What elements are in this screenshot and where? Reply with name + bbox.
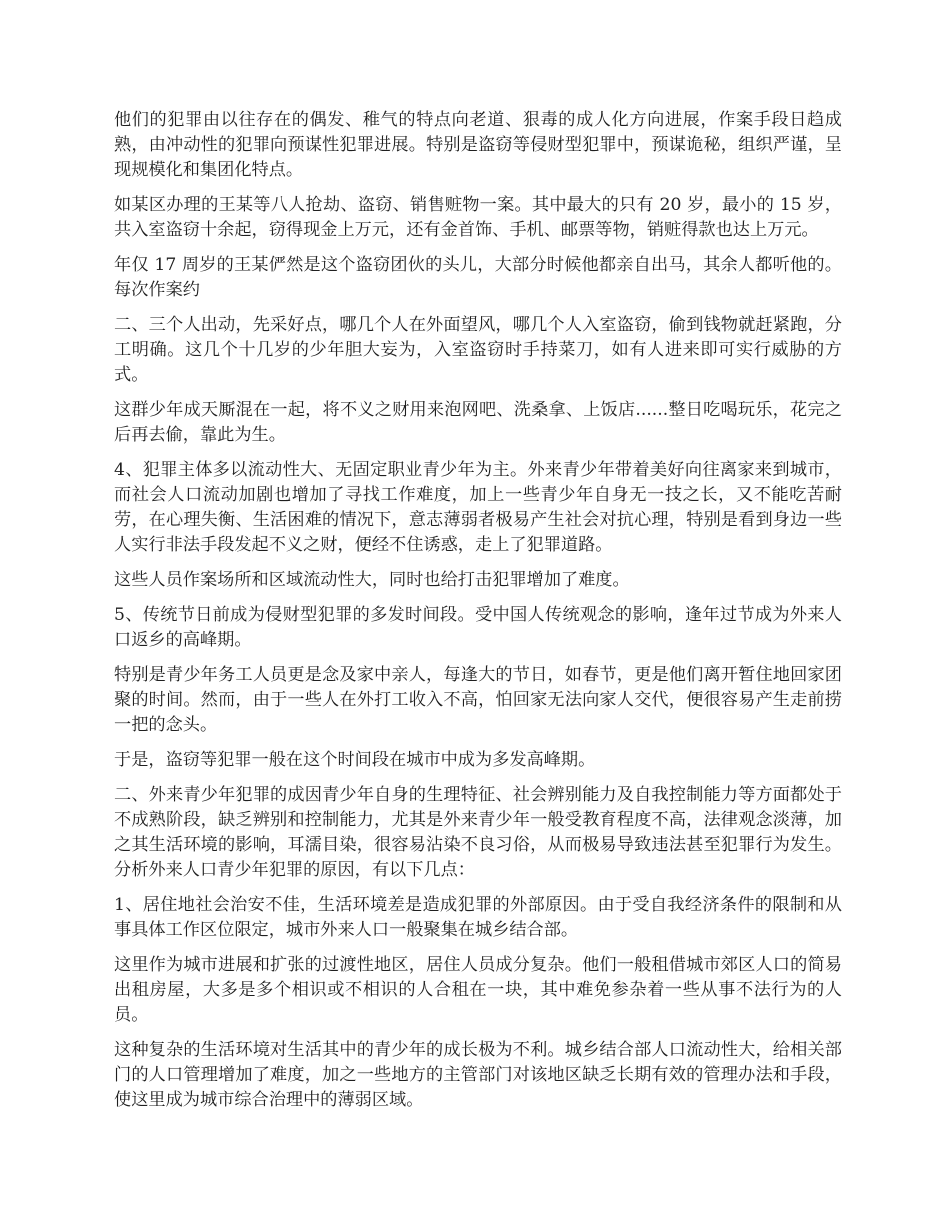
paragraph: 如某区办理的王某等八人抢劫、盗窃、销售赃物一案。其中最大的只有 20 岁，最小的 15 岁，共入室盗窃十余起，窃得现金上万元，还有金首饰、手机、邮票等物，销赃得款也达上万元。 [114,195,842,240]
paragraph: 这些人员作案场所和区域流动性大，同时也给打击犯罪增加了难度。 [114,570,630,590]
document-body [114,108,842,1123]
paragraph: 于是，盗窃等犯罪一般在这个时间段在城市中成为多发高峰期。 [114,750,596,770]
paragraph: 特别是青少年务工人员更是念及家中亲人，每逢大的节日，如春节，更是他们离开暂住地回家团聚的时间。然而，由于一些人在外打工收入不高，怕回家无法向家人交代，便很容易产生走前捞一把的念头。 [114,665,842,735]
paragraph: 二、三个人出动，先采好点，哪几个人在外面望风，哪几个人入室盗窃，偷到钱物就赶紧跑，分工明确。这几个十几岁的少年胆大妄为，入室盗窃时手持菜刀，如有人进来即可实行威胁的方式。 [114,315,842,385]
paragraph: 年仅 17 周岁的王某俨然是这个盗窃团伙的头儿，大部分时候他都亲自出马，其余人都听他的。每次作案约 [114,255,842,300]
paragraph: 他们的犯罪由以往存在的偶发、稚气的特点向老道、狠毒的成人化方向进展，作案手段日趋成熟，由冲动性的犯罪向预谋性犯罪进展。特别是盗窃等侵财型犯罪中，预谋诡秘，组织严谨，呈现规模化和集团化特点。 [114,110,842,180]
paragraph: 这种复杂的生活环境对生活其中的青少年的成长极为不利。城乡结合部人口流动性大，给相关部门的人口管理增加了难度，加之一些地方的主管部门对该地区缺乏长期有效的管理办法和手段，使这里成为城市综合治理中的薄弱区域。 [114,1040,842,1110]
paragraph: 4、犯罪主体多以流动性大、无固定职业青少年为主。外来青少年带着美好向往离家来到城市，而社会人口流动加剧也增加了寻找工作难度，加上一些青少年自身无一技之长，又不能吃苦耐劳，在心理失衡、生活困难的情况下，意志薄弱者极易产生社会对抗心理，特别是看到身边一些人实行非法手段发起不义之财，便经不住诱惑，走上了犯罪道路。 [114,460,842,555]
paragraph: 5、传统节日前成为侵财型犯罪的多发时间段。受中国人传统观念的影响，逢年过节成为外来人口返乡的高峰期。 [114,605,842,650]
paragraph: 二、外来青少年犯罪的成因青少年自身的生理特征、社会辨别能力及自我控制能力等方面都处于不成熟阶段，缺乏辨别和控制能力，尤其是外来青少年一般受教育程度不高，法律观念淡薄，加之其生活环境的影响，耳濡目染，很容易沾染不良习俗，从而极易导致违法甚至犯罪行为发生。分析外来人口青少年犯罪的原因，有以下几点： [114,785,842,880]
paragraph: 这里作为城市进展和扩张的过渡性地区，居住人员成分复杂。他们一般租借城市郊区人口的简易出租房屋，大多是多个相识或不相识的人合租在一块，其中难免参杂着一些从事不法行为的人员。 [114,955,842,1025]
paragraph: 这群少年成天厮混在一起，将不义之财用来泡网吧、洗桑拿、上饭店......整日吃喝玩乐，花完之后再去偷，靠此为生。 [114,400,842,445]
paragraph: 1、居住地社会治安不佳，生活环境差是造成犯罪的外部原因。由于受自我经济条件的限制和从事具体工作区位限定，城市外来人口一般聚集在城乡结合部。 [114,895,842,940]
